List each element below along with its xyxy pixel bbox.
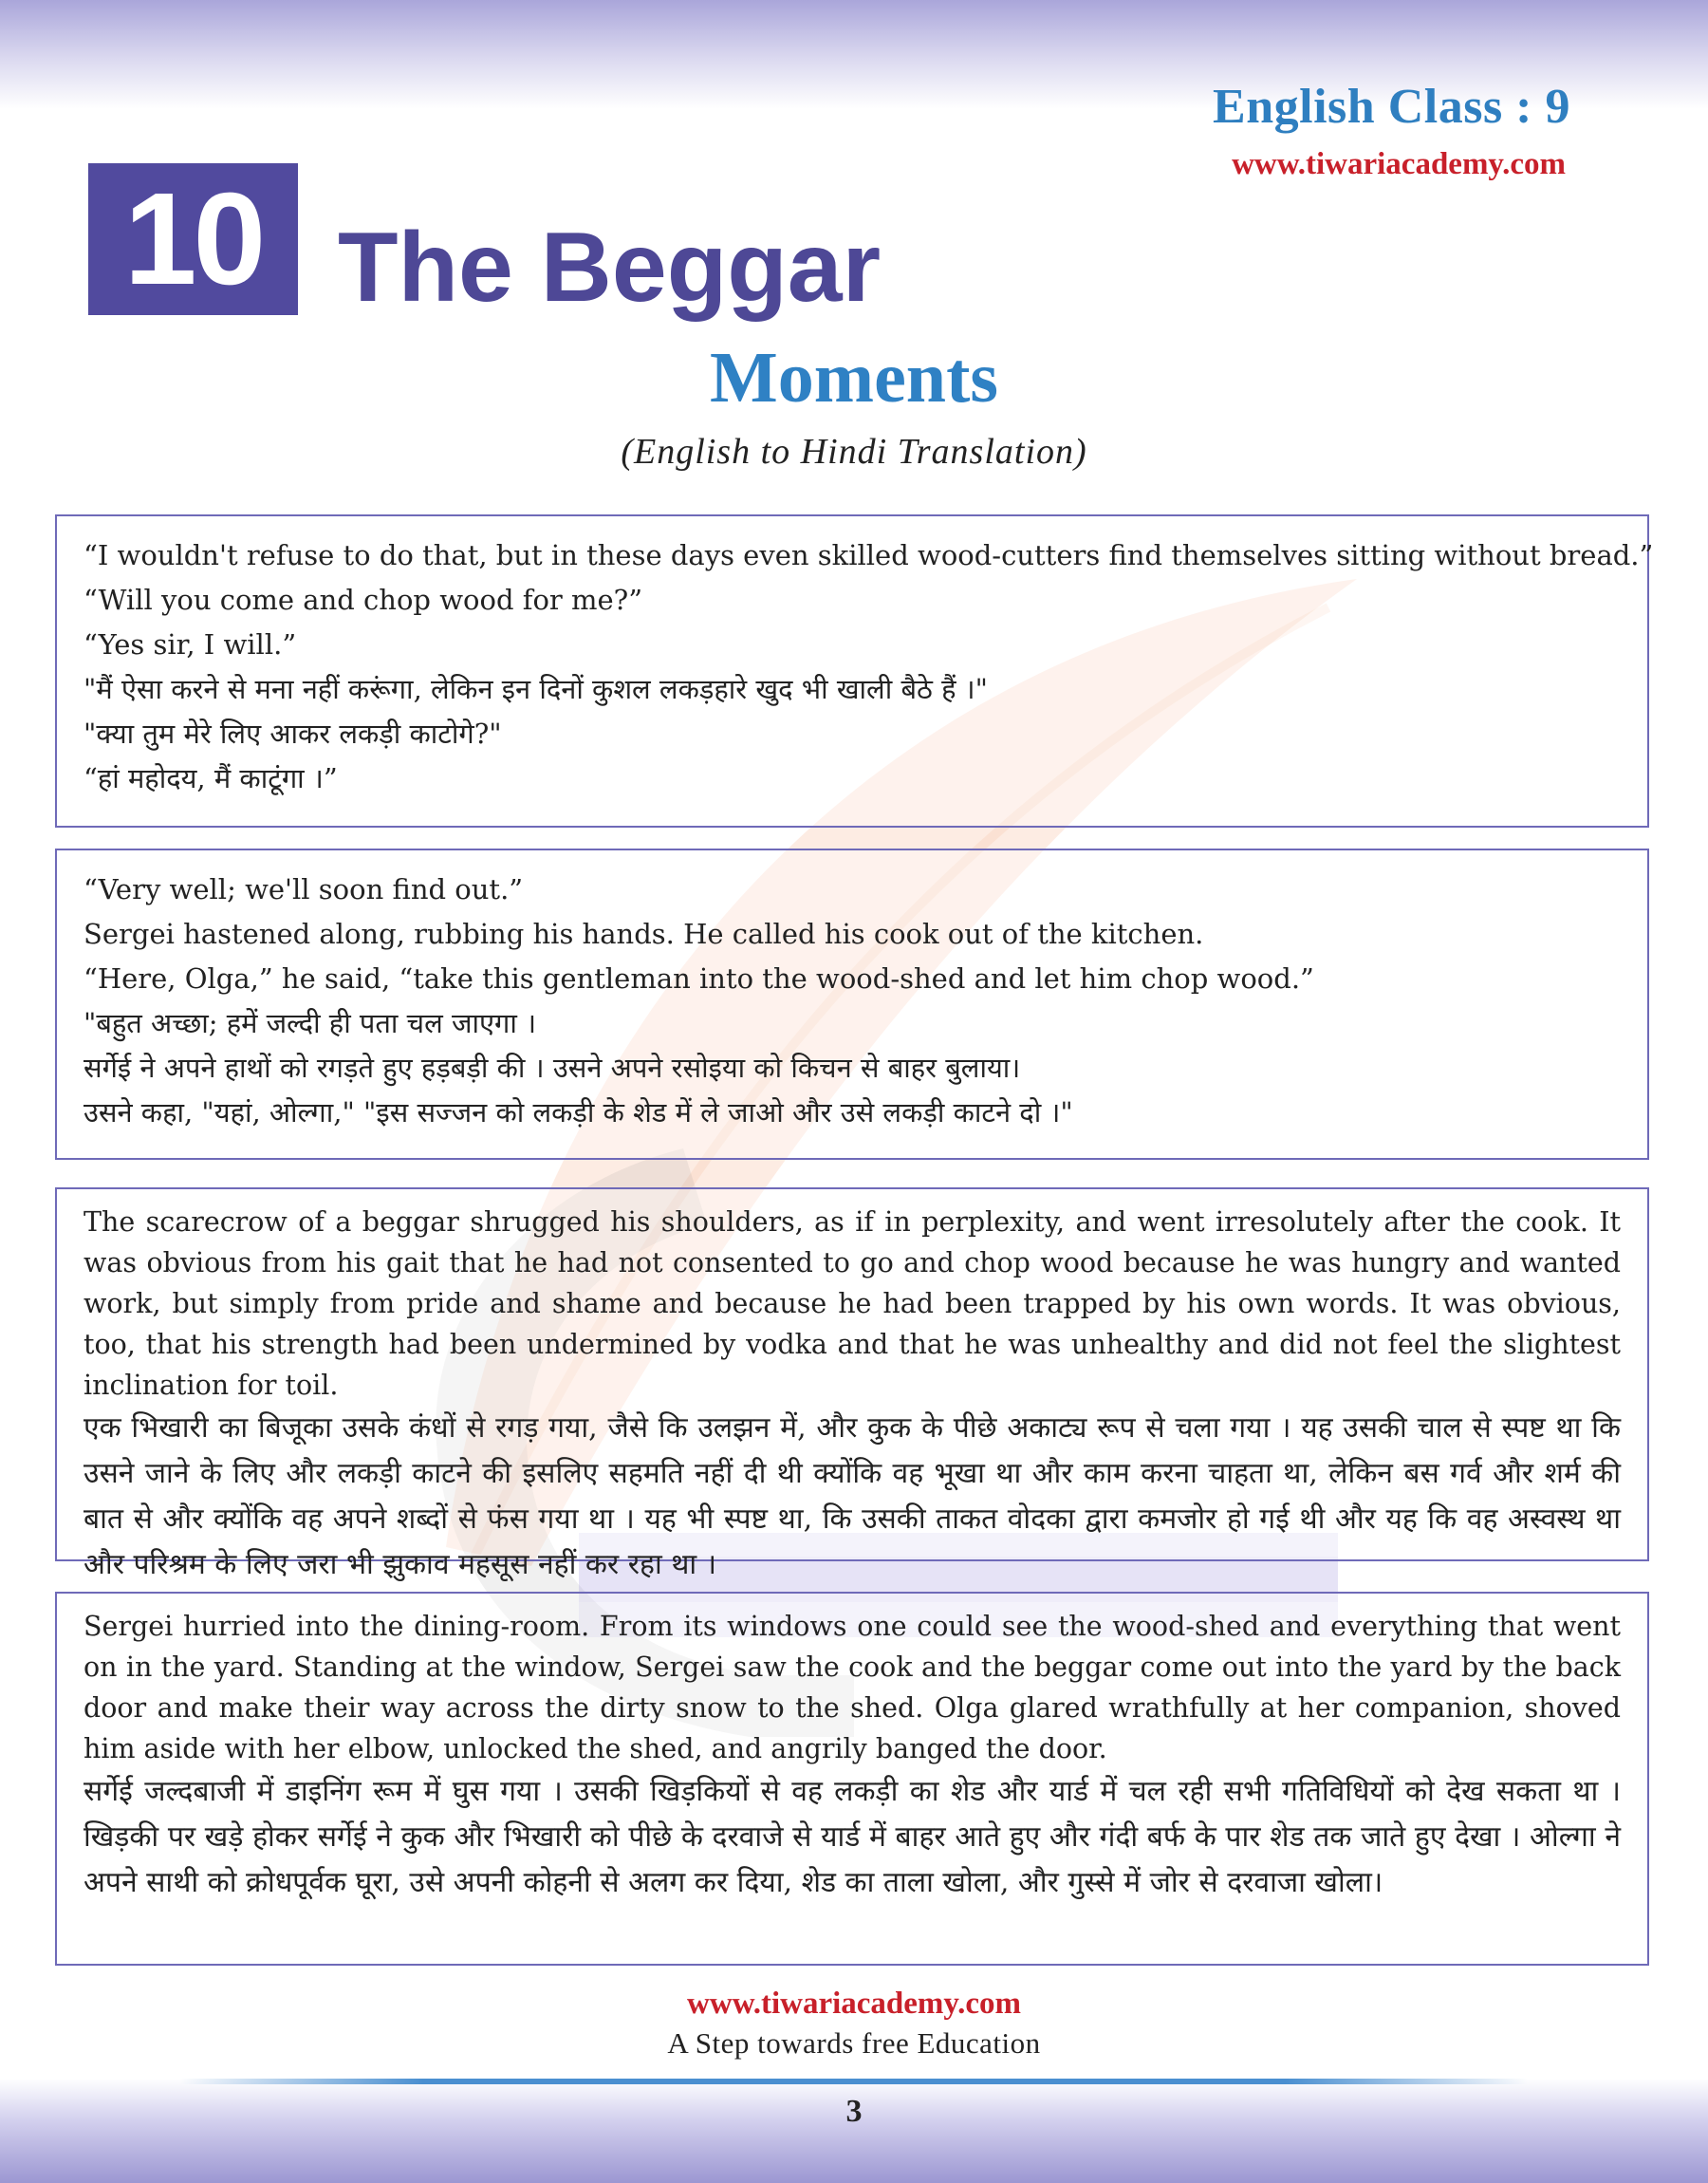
english-paragraph: The scarecrow of a beggar shrugged his shoulders, as if in perplexity, and went irresolutely after the cook. It was obvious from his gait that he had not consented to go and chop wood because he was hungry and wanted work, but simply from pride and shame and because he had been trapped by his own words. It was obvious, too, that his strength had been undermined by vodka and that he was unhealthy and did not feel the slightest inclination for toil. <box>84 1206 1621 1401</box>
hindi-line: सर्गेई ने अपने हाथों को रगड़ते हुए हड़बड़ी की । उसने अपने रसोइया को किचन से बाहर बुलाया। <box>84 1052 1021 1084</box>
subtitle: (English to Hindi Translation) <box>621 432 1087 472</box>
book-title: Moments <box>710 338 998 418</box>
header-website-link[interactable]: www.tiwariacademy.com <box>1232 147 1566 181</box>
english-line: “Here, Olga,” he said, “take this gentleman into the wood-shed and let him chop wood.” <box>84 962 1314 995</box>
chapter-number: 10 <box>88 163 298 315</box>
english-line: “Yes sir, I will.” <box>84 628 297 661</box>
english-paragraph: Sergei hurried into the dining-room. From its windows one could see the wood-shed and everything that went on in the yard. Standing at the window, Sergei saw the cook and the beggar come out into the yard by the back door and make their way across the dirty snow to the shed. Olga glared wrathfully at her companion, shoved him aside with her elbow, unlocked the shed, and angrily banged the door. <box>84 1611 1621 1764</box>
hindi-paragraph: सर्गेई जल्दबाजी में डाइनिंग रूम में घुस गया । उसकी खिड़कियों से वह लकड़ी का शेड और यार्ड में चल रही सभी गतिविधियों को देख सकता था । खिड़की पर खड़े होकर सर्गेई ने कुक और भिखारी को पीछे के दरवाजे से यार्ड में बाहर आते हुए और गंदी बर्फ के पार शेड तक जाते हुए देखा । ओल्गा ने अपने साथी को क्रोधपूर्वक घूरा, उसे अपनी कोहनी से अलग कर दिया, शेड का ताला खोला, और गुस्से में जोर से दरवाजा खोला। <box>84 1775 1621 1899</box>
passage-box-4 <box>55 1592 1649 1966</box>
hindi-line: "मैं ऐसा करने से मना नहीं करूंगा, लेकिन इन दिनों कुशल लकड़हारे खुद भी खाली बैठे हैं ।" <box>84 673 989 705</box>
footer-divider <box>180 2079 1528 2084</box>
page-number: 3 <box>845 2094 863 2129</box>
english-line: “Very well; we'll soon find out.” <box>84 873 524 905</box>
footer-website-link[interactable]: www.tiwariacademy.com <box>687 1987 1021 2021</box>
hindi-line: "बहुत अच्छा; हमें जल्दी ही पता चल जाएगा । <box>84 1007 537 1039</box>
chapter-title: The Beggar <box>338 213 882 323</box>
passage-box-1 <box>55 514 1654 828</box>
english-line: Sergei hastened along, rubbing his hands. He called his cook out of the kitchen. <box>84 918 1204 950</box>
english-line: “I wouldn't refuse to do that, but in these days even skilled wood-cutters find themselves sitting without bread.” <box>84 539 1654 571</box>
hindi-line: “हां महोदय, मैं काटूंगा ।” <box>84 762 338 794</box>
passage-box-3 <box>55 1187 1649 1581</box>
passage-box-2 <box>55 849 1649 1160</box>
hindi-line: "क्या तुम मेरे लिए आकर लकड़ी काटोगे?" <box>84 718 502 750</box>
class-label: English Class : 9 <box>1213 80 1570 134</box>
hindi-line: उसने कहा, "यहां, ओल्गा," "इस सज्जन को लकड़ी के शेड में ले जाओ और उसे लकड़ी काटने दो ।" <box>84 1096 1073 1129</box>
hindi-paragraph: एक भिखारी का बिजूका उसके कंधों से रगड़ गया, जैसे कि उलझन में, और कुक के पीछे अकाट्य रूप से चला गया । यह उसकी चाल से स्पष्ट था कि उसने जाने के लिए और लकड़ी काटने की इसलिए सहमति नहीं दी थी क्योंकि वह भूखा था और काम करना चाहता था, लेकिन बस गर्व और शर्म की बात से और क्योंकि वह अपने शब्दों से फंस गया था । यह भी स्पष्ट था, कि उसकी ताकत वोदका द्वारा कमजोर हो गई थी और यह कि वह अस्वस्थ था और परिश्रम के लिए जरा भी झुकाव महसूस नहीं कर रहा था । <box>84 1411 1621 1581</box>
english-line: “Will you come and chop wood for me?” <box>84 584 643 616</box>
footer-tagline: A Step towards free Education <box>667 2026 1041 2060</box>
